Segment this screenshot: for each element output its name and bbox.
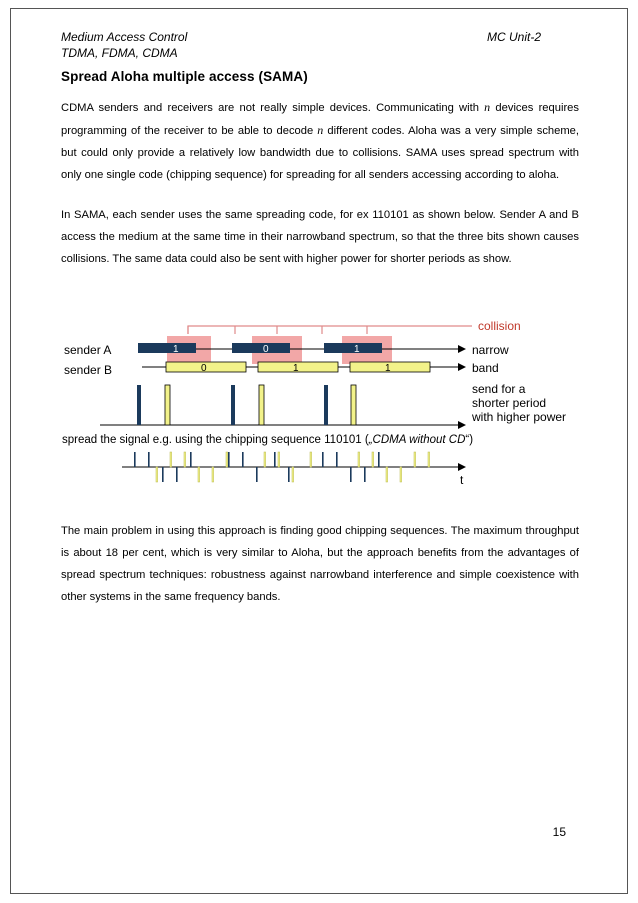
chip — [134, 452, 136, 467]
para1-n-b: n — [317, 123, 324, 137]
page-number: 15 — [552, 825, 566, 839]
sender-b-bit-label-3: 1 — [385, 363, 391, 374]
chip — [170, 452, 172, 467]
chip — [400, 467, 402, 482]
sender-a-bit-3 — [324, 343, 382, 353]
pulse-b-2 — [259, 385, 264, 425]
paragraph-intro — [61, 96, 579, 186]
send-label-line3: with higher power — [472, 410, 567, 424]
chip — [336, 452, 338, 467]
send-label-line2: shorter period — [472, 396, 547, 410]
para1-text-a: CDMA senders and receivers are not really simple devices. Communicating with — [61, 102, 485, 114]
chips-b-up — [170, 452, 430, 467]
sender-b-bit-label-2: 1 — [293, 363, 299, 374]
t-label: t — [460, 473, 464, 487]
sender-b-label: sender B — [64, 363, 113, 377]
header-unit: MC Unit-2 — [486, 30, 541, 44]
chip — [156, 467, 158, 482]
pulse-a-3 — [324, 385, 328, 425]
sender-a-bit-label-3: 1 — [354, 344, 360, 355]
chip — [274, 452, 276, 467]
section-title: Spread Aloha multiple access (SAMA) — [61, 69, 308, 84]
chip — [162, 467, 164, 482]
chip — [148, 452, 150, 467]
chip — [264, 452, 266, 467]
chip — [378, 452, 380, 467]
collision-bracket-line — [188, 326, 472, 334]
chips-a-down — [162, 467, 366, 482]
para1-text-c: different codes. Aloha was a very simple scheme, but could only provide a relatively low bandwidth due to collisions. SAMA uses spread spectrum with only one single code (chipping sequence) for spreading for all senders accessing according to aloha. — [61, 125, 580, 181]
collision-label: collision — [478, 319, 521, 333]
send-label-line1: send for a — [472, 382, 526, 396]
para1-text-b: devices requires programming of the receiver to be able to decode — [61, 102, 579, 137]
sender-b-arrow — [458, 363, 466, 371]
header-topics: TDMA, FDMA, CDMA — [61, 46, 178, 60]
collision-bracket — [188, 326, 472, 334]
chip — [350, 467, 352, 482]
chip — [364, 467, 366, 482]
pulse-a-2 — [231, 385, 235, 425]
pulse-b-1 — [165, 385, 170, 425]
chip — [226, 452, 228, 467]
chip — [176, 467, 178, 482]
sender-a-bit-label-1: 1 — [173, 344, 179, 355]
pulse-b-3 — [351, 385, 356, 425]
chip — [278, 452, 280, 467]
sender-b-bit-label-1: 0 — [201, 363, 207, 374]
chip — [256, 467, 258, 482]
spread-caption-suffix: “) — [465, 434, 474, 446]
paragraph-sama — [61, 204, 579, 270]
chip — [310, 452, 312, 467]
sender-a-label: sender A — [64, 343, 112, 357]
spread-caption-italic: „CDMA without CD — [368, 434, 466, 446]
chip — [386, 467, 388, 482]
narrow-label: narrow — [472, 343, 509, 357]
chip — [414, 452, 416, 467]
sender-a-bit-label-2: 0 — [263, 344, 269, 355]
chip — [198, 467, 200, 482]
chip — [358, 452, 360, 467]
band-label: band — [472, 361, 499, 375]
sama-figure — [60, 312, 580, 488]
chip — [212, 467, 214, 482]
pulse-axis-arrow — [458, 421, 466, 429]
chip — [372, 452, 374, 467]
chip — [242, 452, 244, 467]
header-subject: Medium Access Control — [61, 30, 188, 44]
chip — [322, 452, 324, 467]
para1-n-a: n — [484, 100, 491, 114]
spread-caption — [62, 434, 473, 446]
header-left — [61, 29, 187, 61]
spread-caption-prefix: spread the signal e.g. using the chipping sequence 110101 ( — [62, 434, 369, 446]
chip — [288, 467, 290, 482]
chip — [292, 467, 294, 482]
sender-a-bit-2 — [232, 343, 290, 353]
chip — [184, 452, 186, 467]
sender-a-arrow — [458, 345, 466, 353]
sender-a-bit-1 — [138, 343, 196, 353]
chip — [228, 452, 230, 467]
para2-text: In SAMA, each sender uses the same spreading code, for ex 110101 as shown below. Sender A and B access the medium at the same time in their narrowband spectrum, so that the three bits shown causes collisions. The same data could also be sent with higher power for shorter periods as show. — [61, 209, 579, 265]
chip — [428, 452, 430, 467]
pulse-a-1 — [137, 385, 141, 425]
chip — [190, 452, 192, 467]
chip-axis-arrow — [458, 463, 466, 471]
paragraph-conclusion: The main problem in using this approach is finding good chipping sequences. The maximum throughput is about 18 per cent, which is very similar to Aloha, but the approach benefits from the advantages of spread spectrum techniques: robustness against narrowband interference and simple coexistence with other systems in the same frequency bands. — [61, 525, 579, 603]
